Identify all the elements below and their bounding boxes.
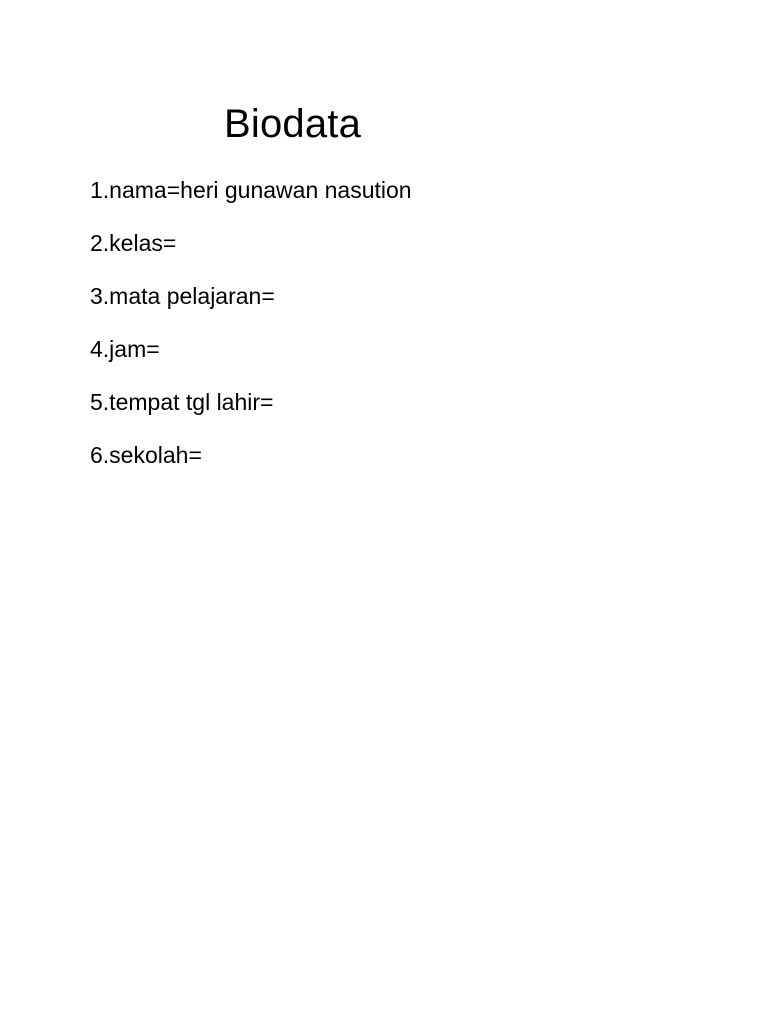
document-title: Biodata [224, 102, 362, 146]
biodata-item-kelas: 2.kelas= [90, 230, 177, 256]
biodata-item-tempat-tgl-lahir: 5.tempat tgl lahir= [90, 389, 274, 415]
biodata-item-mata-pelajaran: 3.mata pelajaran= [90, 283, 275, 309]
biodata-item-jam: 4.jam= [90, 336, 160, 362]
biodata-item-nama: 1.nama=heri gunawan nasution [90, 177, 412, 203]
biodata-list [90, 172, 412, 490]
biodata-item-sekolah: 6.sekolah= [90, 442, 202, 468]
